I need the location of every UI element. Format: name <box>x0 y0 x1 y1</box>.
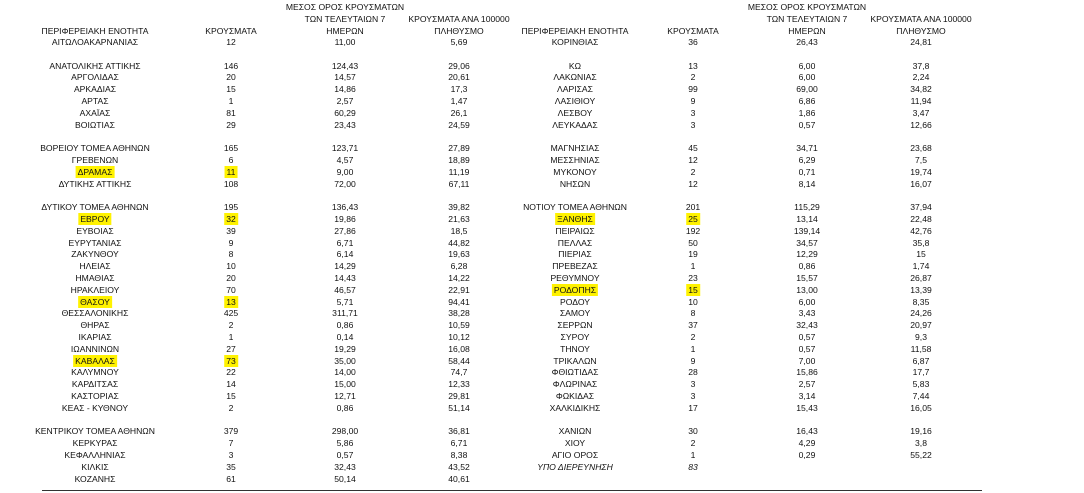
cases-value: 37 <box>688 320 698 331</box>
cases-value: 3 <box>228 450 234 460</box>
region-name: ΝΗΣΩΝ <box>559 178 591 189</box>
cases-value: 36 <box>688 37 698 47</box>
cases-value: 45 <box>688 143 698 154</box>
avg-7day-value: 14,86 <box>334 84 356 95</box>
cases-value: 3 <box>690 379 696 390</box>
region-name: ΑΧΑΪΑΣ <box>79 107 111 118</box>
left-header-region: ΠΕΡΙΦΕΡΕΙΑΚΗ ΕΝΟΤΗΤΑ <box>41 26 149 36</box>
per100k-value: 26,87 <box>910 273 932 283</box>
per100k-value: 29,81 <box>448 391 470 401</box>
region-name: ΙΩΑΝΝΙΝΩΝ <box>70 343 120 354</box>
region-name: ΚΑΒΑΛΑΣ <box>75 355 115 366</box>
avg-7day-value: 69,00 <box>796 84 818 95</box>
cases-value: 2 <box>228 320 234 331</box>
region-name: ΛΑΣΙΘΙΟΥ <box>554 96 596 106</box>
per100k-value: 16,07 <box>910 178 932 189</box>
left-header-avg-line1: ΜΕΣΟΣ ΟΡΟΣ ΚΡΟΥΣΜΑΤΩΝ <box>285 2 405 12</box>
region-name: ΚΕΡΚΥΡΑΣ <box>72 438 118 449</box>
cases-value: 6 <box>228 155 234 165</box>
cases-value: 192 <box>685 225 701 236</box>
per100k-value: 23,68 <box>910 143 932 154</box>
per100k-value: 11,58 <box>910 343 932 354</box>
per100k-value: 15 <box>916 249 926 260</box>
cases-value: 83 <box>688 461 698 472</box>
right-header-per100k-line2: ΠΛΗΘΥΣΜΟ <box>896 26 946 36</box>
cases-value: 12 <box>688 155 698 165</box>
per100k-value: 37,94 <box>910 202 932 213</box>
region-name: ΞΑΝΘΗΣ <box>557 214 593 224</box>
per100k-value: 7,5 <box>915 155 927 165</box>
per100k-value: 34,82 <box>910 84 932 95</box>
cases-value: 8 <box>690 308 696 319</box>
region-name: ΠΙΕΡΙΑΣ <box>558 249 592 260</box>
per100k-value: 6,87 <box>912 355 930 366</box>
avg-7day-value: 15,00 <box>334 379 356 390</box>
cases-value: 13 <box>226 296 236 307</box>
region-name: ΘΑΣΟΥ <box>80 296 110 307</box>
region-name: ΑΙΤΩΛΟΑΚΑΡΝΑΝΙΑΣ <box>51 37 139 47</box>
per100k-value: 94,41 <box>448 296 470 307</box>
cases-value: 20 <box>226 273 236 283</box>
right-header-region: ΠΕΡΙΦΕΡΕΙΑΚΗ ΕΝΟΤΗΤΑ <box>521 26 629 36</box>
cases-value: 379 <box>223 426 239 437</box>
region-name: ΚΕΝΤΡΙΚΟΥ ΤΟΜΕΑ ΑΘΗΝΩΝ <box>35 426 155 437</box>
region-name: ΣΕΡΡΩΝ <box>557 320 593 331</box>
avg-7day-value: 6,71 <box>336 237 354 248</box>
cases-value: 7 <box>228 438 234 449</box>
avg-7day-value: 124,43 <box>331 60 359 71</box>
cases-value: 50 <box>688 237 698 248</box>
cases-value: 27 <box>226 343 236 354</box>
cases-value: 2 <box>690 332 696 342</box>
per100k-value: 39,82 <box>448 202 470 213</box>
avg-7day-value: 6,00 <box>798 72 816 83</box>
region-name: ΛΕΣΒΟΥ <box>557 107 593 118</box>
region-name: ΡΟΔΟΠΗΣ <box>553 284 597 295</box>
per100k-value: 11,19 <box>448 166 470 177</box>
region-name: ΓΡΕΒΕΝΩΝ <box>71 155 119 165</box>
avg-7day-value: 34,71 <box>796 143 818 154</box>
per100k-value: 35,8 <box>912 237 930 248</box>
avg-7day-value: 46,57 <box>334 284 356 295</box>
region-name: ΤΗΝΟΥ <box>560 343 590 354</box>
per100k-value: 1,74 <box>912 261 930 272</box>
avg-7day-value: 15,57 <box>796 273 818 283</box>
left-header-per100k-line2: ΠΛΗΘΥΣΜΟ <box>434 26 484 36</box>
cases-value: 19 <box>688 249 698 260</box>
cases-value: 20 <box>226 72 236 83</box>
avg-7day-value: 32,43 <box>334 461 356 472</box>
per100k-value: 5,83 <box>912 379 930 390</box>
cases-value: 165 <box>223 143 239 154</box>
avg-7day-value: 0,86 <box>336 402 354 413</box>
per100k-value: 2,24 <box>912 72 930 83</box>
region-name: ΥΠΟ ΔΙΕΡΕΥΝΗΣΗ <box>537 461 613 472</box>
cases-value: 108 <box>223 178 239 189</box>
avg-7day-value: 23,43 <box>334 119 356 130</box>
region-name: ΠΕΙΡΑΙΩΣ <box>555 225 595 236</box>
cases-value: 15 <box>688 284 698 295</box>
avg-7day-value: 123,71 <box>331 143 359 154</box>
cases-value: 195 <box>223 202 239 213</box>
right-header-avg-line3: ΗΜΕΡΩΝ <box>788 26 826 36</box>
avg-7day-value: 6,86 <box>798 96 816 106</box>
per100k-value: 10,12 <box>448 332 470 342</box>
cases-value: 12 <box>226 37 236 47</box>
per100k-value: 6,71 <box>450 438 468 449</box>
per100k-value: 51,14 <box>448 402 470 413</box>
per100k-value: 3,47 <box>912 107 930 118</box>
left-header-cases: ΚΡΟΥΣΜΑΤΑ <box>205 26 257 36</box>
cases-value: 99 <box>688 84 698 95</box>
per100k-value: 36,81 <box>448 426 470 437</box>
avg-7day-value: 6,00 <box>798 296 816 307</box>
per100k-value: 26,1 <box>450 107 468 118</box>
avg-7day-value: 0,57 <box>798 119 816 130</box>
cases-value: 8 <box>228 249 234 260</box>
avg-7day-value: 11,00 <box>334 37 356 47</box>
per100k-value: 12,66 <box>910 119 932 130</box>
avg-7day-value: 26,43 <box>796 37 818 47</box>
per100k-value: 3,8 <box>915 438 927 449</box>
region-name: ΗΛΕΙΑΣ <box>79 261 111 272</box>
cases-value: 73 <box>226 355 236 366</box>
avg-7day-value: 5,71 <box>336 296 354 307</box>
bottom-rule <box>42 490 982 491</box>
region-name: ΜΕΣΣΗΝΙΑΣ <box>550 155 600 165</box>
avg-7day-value: 14,57 <box>334 72 356 83</box>
per100k-value: 27,89 <box>448 143 470 154</box>
avg-7day-value: 0,71 <box>798 166 816 177</box>
avg-7day-value: 35,00 <box>334 355 356 366</box>
avg-7day-value: 7,00 <box>798 355 816 366</box>
avg-7day-value: 13,14 <box>796 214 818 224</box>
cases-value: 9 <box>690 355 696 366</box>
cases-value: 14 <box>226 379 236 390</box>
avg-7day-value: 0,29 <box>798 450 816 460</box>
avg-7day-value: 8,14 <box>798 178 816 189</box>
avg-7day-value: 19,86 <box>334 214 356 224</box>
cases-value: 3 <box>690 119 696 130</box>
cases-value: 39 <box>226 225 236 236</box>
avg-7day-value: 3,43 <box>798 308 816 319</box>
avg-7day-value: 2,57 <box>336 96 354 106</box>
region-name: ΚΑΡΔΙΤΣΑΣ <box>71 379 119 390</box>
avg-7day-value: 0,57 <box>798 332 816 342</box>
avg-7day-value: 136,43 <box>331 202 359 213</box>
cases-value: 11 <box>226 166 236 177</box>
avg-7day-value: 34,57 <box>796 237 818 248</box>
cases-value: 9 <box>690 96 696 106</box>
avg-7day-value: 14,00 <box>334 367 356 378</box>
region-name: ΦΘΙΩΤΙΔΑΣ <box>551 367 599 378</box>
per100k-value: 14,22 <box>448 273 470 283</box>
region-name: ΣΑΜΟΥ <box>559 308 591 319</box>
avg-7day-value: 15,86 <box>796 367 818 378</box>
cases-value: 61 <box>226 473 236 484</box>
cases-value: 29 <box>226 119 236 130</box>
region-name: ΜΑΓΝΗΣΙΑΣ <box>550 143 600 154</box>
cases-value: 81 <box>226 107 236 118</box>
avg-7day-value: 3,14 <box>798 391 816 401</box>
region-name: ΕΒΡΟΥ <box>80 214 110 224</box>
region-name: ΔΥΤΙΚΟΥ ΤΟΜΕΑ ΑΘΗΝΩΝ <box>41 202 149 213</box>
left-header-avg-line3: ΗΜΕΡΩΝ <box>326 26 364 36</box>
cases-value: 2 <box>690 166 696 177</box>
region-name: ΑΡΓΟΛΙΔΑΣ <box>71 72 119 83</box>
per100k-value: 40,61 <box>448 473 470 484</box>
cases-value: 1 <box>690 450 696 460</box>
cases-value: 3 <box>690 391 696 401</box>
region-name: ΠΕΛΛΑΣ <box>557 237 593 248</box>
per100k-value: 16,08 <box>448 343 470 354</box>
region-name: ΧΑΝΙΩΝ <box>558 426 592 437</box>
per100k-value: 21,63 <box>448 214 470 224</box>
cases-value: 32 <box>226 214 236 224</box>
avg-7day-value: 12,71 <box>334 391 356 401</box>
per100k-value: 44,82 <box>448 237 470 248</box>
per100k-value: 8,35 <box>912 296 930 307</box>
avg-7day-value: 0,14 <box>336 332 354 342</box>
avg-7day-value: 19,29 <box>334 343 356 354</box>
per100k-value: 37,8 <box>912 60 930 71</box>
cases-value: 15 <box>226 391 236 401</box>
left-header-per100k-line1: ΚΡΟΥΣΜΑΤΑ ΑΝΑ 100000 <box>408 14 510 24</box>
region-name: ΦΛΩΡΙΝΑΣ <box>552 379 598 390</box>
region-name: ΚΟΖΑΝΗΣ <box>74 473 116 484</box>
cases-value: 25 <box>688 214 698 224</box>
per100k-value: 43,52 <box>448 461 470 472</box>
avg-7day-value: 13,00 <box>796 284 818 295</box>
region-name: ΚΑΣΤΟΡΙΑΣ <box>71 391 119 401</box>
avg-7day-value: 32,43 <box>796 320 818 331</box>
region-name: ΛΑΡΙΣΑΣ <box>557 84 593 95</box>
cases-value: 23 <box>688 273 698 283</box>
region-name: ΒΟΙΩΤΙΑΣ <box>75 119 115 130</box>
per100k-value: 17,7 <box>912 367 930 378</box>
cases-value: 10 <box>226 261 236 272</box>
cases-value: 2 <box>690 438 696 449</box>
per100k-value: 5,69 <box>450 37 468 47</box>
region-name: ΧΑΛΚΙΔΙΚΗΣ <box>549 402 601 413</box>
avg-7day-value: 14,43 <box>334 273 356 283</box>
region-name: ΜΥΚΟΝΟΥ <box>553 166 597 177</box>
region-name: ΑΝΑΤΟΛΙΚΗΣ ΑΤΤΙΚΗΣ <box>49 60 141 71</box>
avg-7day-value: 16,43 <box>796 426 818 437</box>
cases-value: 1 <box>228 96 234 106</box>
region-name: ΚΙΛΚΙΣ <box>81 461 109 472</box>
cases-value: 70 <box>226 284 236 295</box>
region-name: ΚΩ <box>568 60 582 71</box>
right-header-avg-line1: ΜΕΣΟΣ ΟΡΟΣ ΚΡΟΥΣΜΑΤΩΝ <box>747 2 867 12</box>
region-name: ΡΟΔΟΥ <box>560 296 590 307</box>
avg-7day-value: 12,29 <box>796 249 818 260</box>
avg-7day-value: 115,29 <box>794 202 820 213</box>
avg-7day-value: 1,86 <box>798 107 816 118</box>
cases-value: 1 <box>228 332 234 342</box>
per100k-value: 16,05 <box>910 402 932 413</box>
per100k-value: 67,11 <box>448 178 470 189</box>
per100k-value: 29,06 <box>448 60 470 71</box>
region-name: ΒΟΡΕΙΟΥ ΤΟΜΕΑ ΑΘΗΝΩΝ <box>40 143 150 154</box>
region-name: ΘΗΡΑΣ <box>80 320 110 331</box>
avg-7day-value: 2,57 <box>798 379 816 390</box>
per100k-value: 19,16 <box>910 426 932 437</box>
avg-7day-value: 0,86 <box>798 261 816 272</box>
per100k-value: 12,33 <box>448 379 470 390</box>
avg-7day-value: 6,14 <box>336 249 354 260</box>
region-name: ΛΕΥΚΑΔΑΣ <box>552 119 598 130</box>
avg-7day-value: 6,00 <box>798 60 816 71</box>
per100k-value: 24,26 <box>910 308 932 319</box>
per100k-value: 74,7 <box>450 367 468 378</box>
region-name: ΕΥΡΥΤΑΝΙΑΣ <box>68 237 122 248</box>
per100k-value: 42,76 <box>910 225 932 236</box>
cases-value: 13 <box>688 60 698 71</box>
avg-7day-value: 72,00 <box>334 178 356 189</box>
region-name: ΙΚΑΡΙΑΣ <box>78 332 112 342</box>
cases-value: 10 <box>688 296 698 307</box>
region-name: ΗΜΑΘΙΑΣ <box>75 273 115 283</box>
region-name: ΦΩΚΙΔΑΣ <box>555 391 595 401</box>
avg-7day-value: 0,86 <box>336 320 354 331</box>
per100k-value: 55,22 <box>910 450 932 460</box>
per100k-value: 9,3 <box>915 332 927 342</box>
cases-value: 22 <box>226 367 236 378</box>
region-name: ΡΕΘΥΜΝΟΥ <box>550 273 600 283</box>
avg-7day-value: 15,43 <box>796 402 818 413</box>
cases-value: 12 <box>688 178 698 189</box>
per100k-value: 1,47 <box>450 96 468 106</box>
per100k-value: 18,89 <box>448 155 470 165</box>
region-name: ΗΡΑΚΛΕΙΟΥ <box>70 284 120 295</box>
per100k-value: 24,81 <box>910 37 932 47</box>
avg-7day-value: 27,86 <box>334 225 356 236</box>
per100k-value: 11,94 <box>910 96 932 106</box>
cases-value: 2 <box>690 72 696 83</box>
avg-7day-value: 139,14 <box>793 225 821 236</box>
per100k-value: 20,61 <box>448 72 470 83</box>
region-name: ΖΑΚΥΝΘΟΥ <box>71 249 119 260</box>
cases-value: 17 <box>688 402 698 413</box>
per100k-value: 10,59 <box>448 320 470 331</box>
region-name: ΔΡΑΜΑΣ <box>77 166 113 177</box>
region-name: ΠΡΕΒΕΖΑΣ <box>552 261 598 272</box>
region-name: ΝΟΤΙΟΥ ΤΟΜΕΑ ΑΘΗΝΩΝ <box>523 202 627 213</box>
cases-value: 201 <box>685 202 701 213</box>
per100k-value: 8,38 <box>450 450 468 460</box>
cases-value: 35 <box>226 461 236 472</box>
per100k-value: 22,48 <box>910 214 932 224</box>
cases-value: 28 <box>688 367 698 378</box>
cases-value: 1 <box>690 261 696 272</box>
per100k-value: 19,63 <box>448 249 470 260</box>
region-name: ΚΑΛΥΜΝΟΥ <box>71 367 119 378</box>
per100k-value: 17,3 <box>450 84 468 95</box>
per100k-value: 20,97 <box>910 320 932 331</box>
avg-7day-value: 5,86 <box>336 438 354 449</box>
cases-value: 146 <box>223 60 239 71</box>
per100k-value: 18,5 <box>450 225 468 236</box>
avg-7day-value: 4,29 <box>798 438 816 449</box>
avg-7day-value: 0,57 <box>336 450 354 460</box>
per100k-value: 13,39 <box>910 284 932 295</box>
region-name: ΚΕΦΑΛΛΗΝΙΑΣ <box>64 450 126 460</box>
cases-value: 1 <box>690 343 696 354</box>
cases-value: 2 <box>228 402 234 413</box>
region-name: ΑΓΙΟ ΟΡΟΣ <box>551 450 599 460</box>
right-header-per100k-line1: ΚΡΟΥΣΜΑΤΑ ΑΝΑ 100000 <box>870 14 972 24</box>
avg-7day-value: 311,71 <box>332 308 358 319</box>
avg-7day-value: 6,29 <box>798 155 816 165</box>
cases-value: 9 <box>228 237 234 248</box>
region-name: ΘΕΣΣΑΛΟΝΙΚΗΣ <box>61 308 129 319</box>
region-name: ΛΑΚΩΝΙΑΣ <box>553 72 597 83</box>
region-name: ΚΟΡΙΝΘΙΑΣ <box>551 37 599 47</box>
cases-value: 3 <box>690 107 696 118</box>
region-name: ΑΡΚΑΔΙΑΣ <box>73 84 117 95</box>
cases-value: 15 <box>226 84 236 95</box>
avg-7day-value: 298,00 <box>331 426 359 437</box>
per100k-value: 6,28 <box>450 261 468 272</box>
per100k-value: 58,44 <box>448 355 470 366</box>
cases-value: 425 <box>223 308 239 319</box>
cases-value: 30 <box>688 426 698 437</box>
per100k-value: 22,91 <box>448 284 470 295</box>
avg-7day-value: 50,14 <box>334 473 356 484</box>
region-name: ΣΥΡΟΥ <box>560 332 590 342</box>
region-name: ΑΡΤΑΣ <box>81 96 109 106</box>
avg-7day-value: 4,57 <box>336 155 354 165</box>
per100k-value: 19,74 <box>910 166 932 177</box>
region-name: ΕΥΒΟΙΑΣ <box>76 225 114 236</box>
per100k-value: 7,44 <box>912 391 930 401</box>
per100k-value: 24,59 <box>448 119 470 130</box>
region-name: ΔΥΤΙΚΗΣ ΑΤΤΙΚΗΣ <box>58 178 132 189</box>
left-header-avg-line2: ΤΩΝ ΤΕΛΕΥΤΑΙΩΝ 7 <box>304 14 386 24</box>
right-header-avg-line2: ΤΩΝ ΤΕΛΕΥΤΑΙΩΝ 7 <box>766 14 848 24</box>
region-name: ΧΙΟΥ <box>564 438 586 449</box>
avg-7day-value: 0,57 <box>798 343 816 354</box>
per100k-value: 38,28 <box>448 308 470 319</box>
avg-7day-value: 9,00 <box>336 166 354 177</box>
right-header-cases: ΚΡΟΥΣΜΑΤΑ <box>667 26 719 36</box>
region-name: ΤΡΙΚΑΛΩΝ <box>553 355 597 366</box>
avg-7day-value: 60,29 <box>334 107 356 118</box>
avg-7day-value: 14,29 <box>334 261 356 272</box>
region-name: ΚΕΑΣ - ΚΥΘΝΟΥ <box>61 402 129 413</box>
